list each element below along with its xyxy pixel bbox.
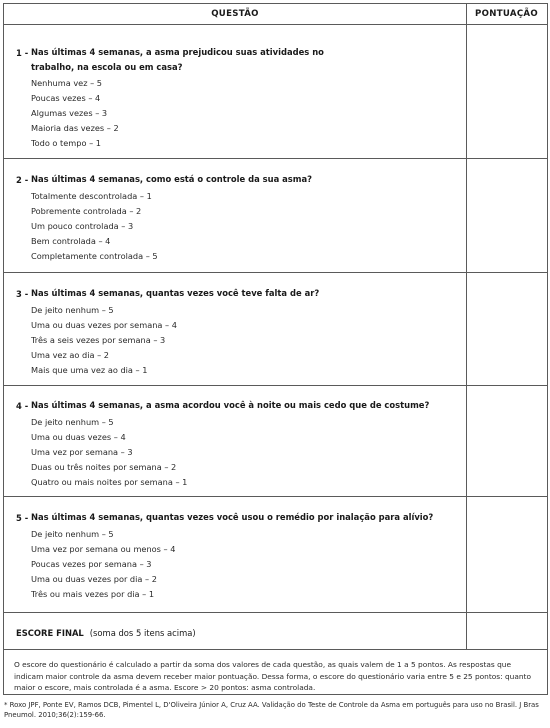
answer-option: Duas ou três noites por semana – 2	[31, 462, 177, 472]
answer-option: Quatro ou mais noites por semana – 1	[31, 477, 188, 487]
question-number: 3 -	[16, 289, 29, 299]
answer-option: Poucas vezes por semana – 3	[31, 559, 152, 569]
answer-option: De jeito nenhum – 5	[31, 529, 114, 539]
scoring-note: O escore do questionário é calculado a partir da soma dos valores de cada questão, as quais valem de 1 a 5 pontos. As respostas que indicam maior controle da asma devem receber maior pontuação. Dessa forma, o escore do questionário varia entre 5 e 25 pontos: quanto maior o escore, mais controlada é a asma. Escore > 20 pontos: asma controlada.	[14, 660, 531, 692]
questionnaire-table	[3, 3, 548, 695]
answer-option: De jeito nenhum – 5	[31, 417, 114, 427]
header-score: PONTUAÇÃO	[475, 9, 538, 19]
answer-option: Bem controlada – 4	[31, 236, 111, 246]
answer-option: Três a seis vezes por semana – 3	[31, 335, 166, 345]
row-divider	[4, 158, 547, 159]
row-divider	[4, 385, 547, 386]
answer-option: Mais que uma vez ao dia – 1	[31, 365, 148, 375]
answer-option: Totalmente descontrolada – 1	[31, 191, 152, 201]
answer-option: Uma ou duas vezes por dia – 2	[31, 574, 157, 584]
answer-option: Um pouco controlada – 3	[31, 221, 134, 231]
row-divider	[4, 649, 547, 650]
question-text: Nas últimas 4 semanas, a asma acordou você à noite ou mais cedo que de costume?	[31, 400, 430, 410]
final-score-label: ESCORE FINAL	[16, 628, 84, 638]
answer-option: Algumas vezes – 3	[31, 108, 108, 118]
answer-option: Nenhuma vez – 5	[31, 78, 103, 88]
answer-option: Uma vez ao dia – 2	[31, 350, 109, 360]
answer-option: Uma vez por semana ou menos – 4	[31, 544, 176, 554]
final-score-detail: (soma dos 5 itens acima)	[89, 628, 196, 638]
question-number: 5 -	[16, 513, 29, 523]
question-number: 1 -	[16, 48, 29, 58]
question-text: Nas últimas 4 semanas, quantas vezes você teve falta de ar?	[31, 288, 320, 298]
answer-options	[31, 76, 119, 151]
answer-options	[31, 415, 187, 490]
answer-options	[31, 189, 158, 264]
row-divider	[4, 496, 547, 497]
answer-option: Uma ou duas vezes por semana – 4	[31, 320, 177, 330]
header-question: QUESTÃO	[211, 9, 259, 19]
question-number: 2 -	[16, 175, 29, 185]
question-number: 4 -	[16, 401, 29, 411]
answer-option: De jeito nenhum – 5	[31, 305, 114, 315]
answer-option: Uma vez por semana – 3	[31, 447, 133, 457]
reference-footnote: * Roxo JPF, Ponte EV, Ramos DCB, Pimentel L, D'Oliveira Júnior A, Cruz AA. Validação do Teste de Controle da Asma em português para uso no Brasil. J Bras Pneumol. 2010;36(2):159-66.	[4, 701, 539, 719]
answer-option: Três ou mais vezes por dia – 1	[31, 589, 155, 599]
question-text: Nas últimas 4 semanas, quantas vezes você usou o remédio por inalação para alívio?	[31, 512, 434, 522]
final-score-row	[16, 628, 196, 638]
answer-options	[31, 527, 175, 602]
answer-option: Pobremente controlada – 2	[31, 206, 142, 216]
question-text: Nas últimas 4 semanas, como está o controle da sua asma?	[31, 174, 313, 184]
row-divider	[4, 612, 547, 613]
answer-option: Uma ou duas vezes – 4	[31, 432, 126, 442]
row-divider	[4, 272, 547, 273]
answer-options	[31, 303, 177, 378]
answer-option: Todo o tempo – 1	[31, 138, 101, 148]
answer-option: Completamente controlada – 5	[31, 251, 158, 261]
question-text: Nas últimas 4 semanas, a asma prejudicou suas atividades no trabalho, na escola ou em casa?	[31, 47, 324, 72]
column-divider	[466, 4, 467, 650]
answer-option: Poucas vezes – 4	[31, 93, 101, 103]
answer-option: Maioria das vezes – 2	[31, 123, 119, 133]
